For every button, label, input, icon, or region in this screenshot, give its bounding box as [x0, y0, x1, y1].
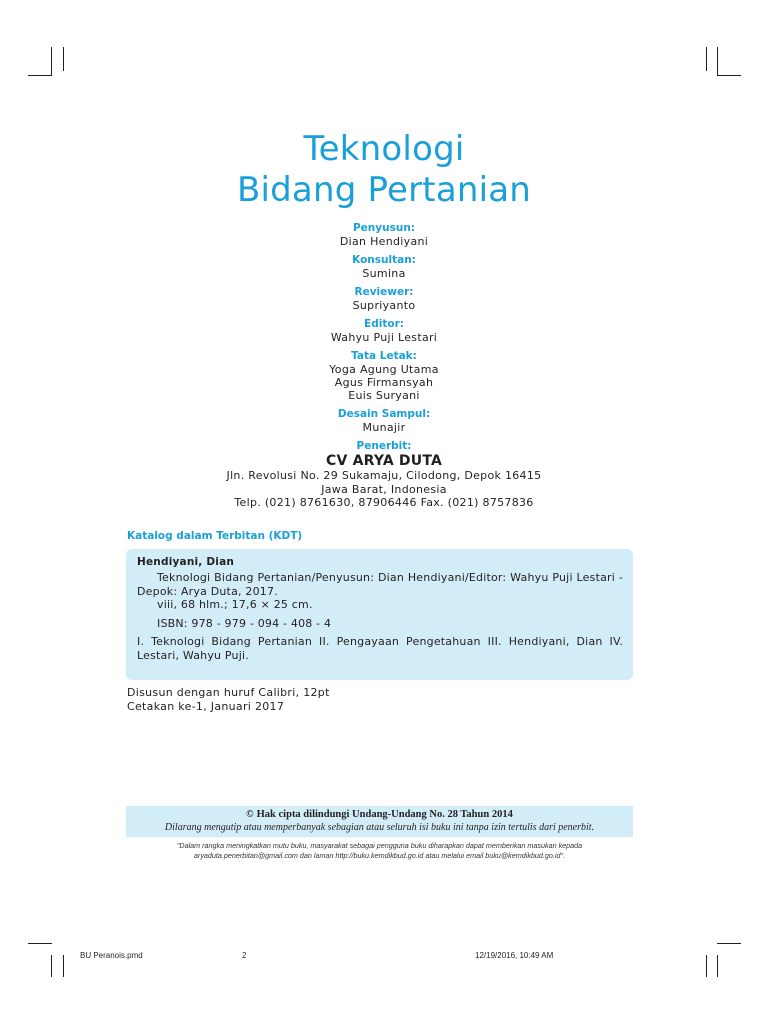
- crop-mark: [717, 955, 718, 977]
- kdt-subjects: I. Teknologi Bidang Pertanian II. Pengayaan Pengetahuan III. Hendiyani, Dian IV. Lestari, Wahyu Puji.: [137, 635, 623, 662]
- credits: [0, 221, 768, 515]
- copyright-line2: Dilarang mengutip atau memperbanyak sebagian atau seluruh isi buku ini tanpa izin tertulis dari penerbit.: [164, 822, 595, 833]
- credit-desain-sampul: [0, 407, 768, 434]
- credit-name: Dian Hendiyani: [339, 235, 429, 248]
- font-note: Disusun dengan huruf Calibri, 12pt: [127, 686, 330, 699]
- credit-konsultan: [0, 253, 768, 280]
- credit-role-label: Penyusun:: [352, 222, 415, 234]
- book-title-line1: Teknologi: [303, 129, 465, 169]
- feedback-note: [126, 841, 633, 861]
- credit-name: Euis Suryani: [348, 389, 420, 402]
- copyright-icon: ©: [246, 809, 254, 820]
- crop-mark: [717, 75, 741, 76]
- credit-name: Munajir: [362, 421, 406, 434]
- footer-timestamp: 12/19/2016, 10:49 AM: [475, 951, 554, 960]
- credit-name: Supriyanto: [352, 299, 416, 312]
- feedback-note-line1: "Dalam rangka meningkatkan mutu buku, masyarakat sebagai pengguna buku diharapkan dapat memberikan masukan kepada: [176, 841, 583, 850]
- credit-role-label: Penerbit:: [356, 440, 412, 452]
- crop-mark: [717, 47, 718, 76]
- kdt-pages: viii, 68 hlm.; 17,6 × 25 cm.: [157, 598, 313, 611]
- copyright-box: [126, 806, 633, 837]
- kdt-heading: Katalog dalam Terbitan (KDT): [127, 530, 303, 542]
- crop-mark: [63, 47, 64, 71]
- credit-name: Yoga Agung Utama: [329, 363, 439, 376]
- credit-role-label: Tata Letak:: [351, 350, 417, 362]
- kdt-isbn: ISBN: 978 - 979 - 094 - 408 - 4: [157, 616, 332, 630]
- book-title-line2: Bidang Pertanian: [236, 170, 532, 210]
- credit-penerbit: [0, 439, 768, 510]
- credit-name: Wahyu Puji Lestari: [330, 331, 438, 344]
- crop-mark: [717, 943, 741, 944]
- credit-role-label: Editor:: [364, 318, 404, 330]
- kdt-box: [126, 549, 633, 680]
- crop-mark: [28, 943, 52, 944]
- footer-filename: BU Peranois.pmd: [80, 951, 143, 960]
- publisher-phone: Telp. (021) 8761630, 87906446 Fax. (021) 8757836: [234, 496, 534, 509]
- publisher-address-line1: Jln. Revolusi No. 29 Sukamaju, Cilodong, Depok 16415: [226, 469, 542, 482]
- credit-penyusun: [0, 221, 768, 248]
- copyright-line1: [126, 809, 633, 821]
- credit-name: Sumina: [362, 267, 406, 280]
- credit-tata-letak: [0, 349, 768, 402]
- printing-edition: Cetakan ke-1, Januari 2017: [127, 700, 285, 713]
- copyright-law-text: Hak cipta dilindungi Undang-Undang No. 28 Tahun 2014: [256, 809, 513, 820]
- credit-editor: [0, 317, 768, 344]
- crop-mark: [63, 955, 64, 977]
- credit-name: Agus Firmansyah: [334, 376, 434, 389]
- publisher-address-line2: Jawa Barat, Indonesia: [321, 482, 447, 496]
- publisher-name: CV ARYA DUTA: [325, 453, 443, 469]
- crop-mark: [51, 47, 52, 76]
- crop-mark: [51, 955, 52, 977]
- crop-mark: [706, 47, 707, 71]
- feedback-note-line2: aryaduta.penerbitan@gmail.com dan laman http://buku.kemdikbud.go.id atau melalui email buku@kemdikbud.go.id".: [193, 851, 566, 860]
- crop-mark: [28, 75, 52, 76]
- credit-role-label: Konsultan:: [352, 254, 416, 266]
- credit-role-label: Reviewer:: [354, 286, 414, 298]
- crop-mark: [706, 955, 707, 977]
- credit-reviewer: [0, 285, 768, 312]
- footer-page-number: 2: [242, 951, 247, 960]
- kdt-author: Hendiyani, Dian: [137, 556, 235, 568]
- credit-role-label: Desain Sampul:: [337, 408, 431, 420]
- kdt-description: Teknologi Bidang Pertanian/Penyusun: Dian Hendiyani/Editor: Wahyu Puji Lestari - Depok: Arya Duta, 2017.: [137, 571, 623, 598]
- colophon: [127, 686, 330, 714]
